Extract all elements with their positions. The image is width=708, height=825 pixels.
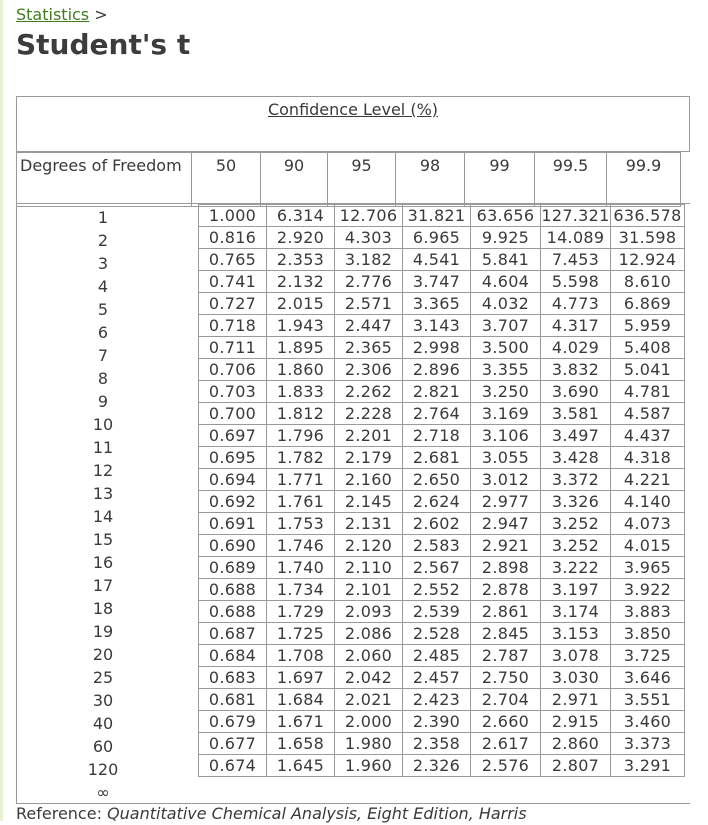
dof-value: 10 [92,415,114,434]
table-cell: 14.089 [541,227,611,249]
table-cell: 1.684 [267,689,335,711]
table-cell: 4.604 [471,271,541,293]
table-cell: 6.314 [267,205,335,227]
reference [16,803,527,825]
table-cell: 2.898 [471,557,541,579]
table-cell: 2.624 [403,491,471,513]
table-cell: 3.197 [541,579,611,601]
table-cell: 2.132 [267,271,335,293]
table-cell: 5.598 [541,271,611,293]
table-cell: 3.551 [611,689,685,711]
table-cell: 0.697 [199,425,267,447]
table-row [199,645,685,667]
table-cell: 4.221 [611,469,685,491]
table-row [199,667,685,689]
table-cell: 5.408 [611,337,685,359]
dof-value: 13 [92,484,114,503]
table-cell: 2.326 [403,755,471,777]
left-accent-bar [0,0,3,821]
table-cell: 2.262 [335,381,403,403]
dof-value: 5 [97,300,109,319]
table-cell: 2.539 [403,601,471,623]
table-cell: 1.753 [267,513,335,535]
table-cell: 2.447 [335,315,403,337]
table-row [199,425,685,447]
table-cell: 1.812 [267,403,335,425]
table-cell: 8.610 [611,271,685,293]
table-cell: 2.021 [335,689,403,711]
table-cell: 2.704 [471,689,541,711]
table-cell: 2.617 [471,733,541,755]
table-cell: 3.143 [403,315,471,337]
table-row [199,623,685,645]
dof-value: 8 [97,369,109,388]
table-cell: 5.959 [611,315,685,337]
table-cell: 2.000 [335,711,403,733]
table-cell: 3.725 [611,645,685,667]
table-cell: 6.869 [611,293,685,315]
table-cell: 31.598 [611,227,685,249]
table-cell: 2.228 [335,403,403,425]
table-cell: 7.453 [541,249,611,271]
table-cell: 0.700 [199,403,267,425]
table-cell: 2.131 [335,513,403,535]
table-row [199,491,685,513]
table-cell: 3.690 [541,381,611,403]
confidence-level-title: Confidence Level (%) [267,100,439,119]
table-cell: 636.578 [611,205,685,227]
table-cell: 3.012 [471,469,541,491]
dof-value: 12 [92,461,114,480]
table-cell: 1.943 [267,315,335,337]
table-cell: 3.365 [403,293,471,315]
table-row [199,513,685,535]
table-cell: 1.960 [335,755,403,777]
level-header-3: 98 [396,153,465,207]
table-cell: 4.541 [403,249,471,271]
table-cell: 2.423 [403,689,471,711]
table-cell: 3.428 [541,447,611,469]
table-row [199,689,685,711]
table-row [199,557,685,579]
table-cell: 2.179 [335,447,403,469]
table-cell: 1.740 [267,557,335,579]
table-cell: 1.761 [267,491,335,513]
table-cell: 0.694 [199,469,267,491]
table-row [199,447,685,469]
dof-value: 6 [97,323,109,342]
table-cell: 1.000 [199,205,267,227]
table-cell: 2.528 [403,623,471,645]
table-cell: 2.750 [471,667,541,689]
table-cell: 1.708 [267,645,335,667]
table-cell: 2.110 [335,557,403,579]
table-cell: 2.015 [267,293,335,315]
table-cell: 0.687 [199,623,267,645]
table-cell: 0.684 [199,645,267,667]
table-cell: 31.821 [403,205,471,227]
level-header-4: 99 [465,153,535,207]
table-cell: 3.055 [471,447,541,469]
dof-value: 3 [97,254,109,273]
table-cell: 1.725 [267,623,335,645]
table-cell: 2.821 [403,381,471,403]
table-cell: 1.729 [267,601,335,623]
table-row [199,227,685,249]
table-cell: 2.390 [403,711,471,733]
table-cell: 1.895 [267,337,335,359]
dof-column [16,206,190,804]
table-cell: 3.646 [611,667,685,689]
table-cell: 1.697 [267,667,335,689]
dof-value: 11 [92,438,114,457]
table-cell: 0.765 [199,249,267,271]
table-cell: 0.681 [199,689,267,711]
table-cell: 3.250 [471,381,541,403]
table-cell: 1.860 [267,359,335,381]
table-cell: 2.365 [335,337,403,359]
table-cell: 0.689 [199,557,267,579]
table-cell: 1.671 [267,711,335,733]
table-cell: 2.971 [541,689,611,711]
table-row [199,469,685,491]
table-cell: 2.920 [267,227,335,249]
table-row [199,601,685,623]
dof-value: 20 [92,645,114,664]
table-cell: 2.921 [471,535,541,557]
table-row [199,293,685,315]
table-cell: 3.747 [403,271,471,293]
table-cell: 4.437 [611,425,685,447]
table-cell: 4.318 [611,447,685,469]
reference-citation: Quantitative Chemical Analysis, Eight Edition, Harris [107,804,527,823]
reference-label: Reference: [16,804,102,823]
table-cell: 3.291 [611,755,685,777]
dof-value: 17 [92,576,114,595]
table-cell: 2.660 [471,711,541,733]
table-cell: 2.358 [403,733,471,755]
table-row [199,359,685,381]
table-cell: 3.922 [611,579,685,601]
dof-value: 19 [92,622,114,641]
table-row [199,711,685,733]
level-header-1: 90 [261,153,328,207]
table-cell: 0.674 [199,755,267,777]
table-cell: 0.711 [199,337,267,359]
table-cell: 4.032 [471,293,541,315]
table-cell: 0.688 [199,601,267,623]
table-cell: 4.140 [611,491,685,513]
dof-value: 9 [97,392,109,411]
table-cell: 1.645 [267,755,335,777]
table-cell: 6.965 [403,227,471,249]
table-cell: 63.656 [471,205,541,227]
table-cell: 12.924 [611,249,685,271]
table-row [199,403,685,425]
table-cell: 2.201 [335,425,403,447]
table-cell: 2.915 [541,711,611,733]
table-cell: 4.317 [541,315,611,337]
table-cell: 127.321 [541,206,610,225]
table-cell: 0.706 [199,359,267,381]
table-cell: 2.860 [541,733,611,755]
table-cell: 0.718 [199,315,267,337]
table-cell: 3.832 [541,359,611,381]
table-cell: 3.581 [541,403,611,425]
dof-value: 2 [97,231,109,250]
confidence-level-header [16,96,690,152]
table-cell: 4.773 [541,293,611,315]
table-cell: 0.816 [199,227,267,249]
dof-value: 14 [92,507,114,526]
level-header-0: 50 [192,153,261,207]
dof-value: 25 [92,668,114,687]
table-cell: 2.145 [335,491,403,513]
table-cell: 0.683 [199,667,267,689]
column-header-row [16,152,681,207]
table-cell: 0.679 [199,711,267,733]
level-header-5: 99.5 [535,153,607,207]
table-cell: 2.583 [403,535,471,557]
dof-value: 1 [97,208,109,227]
table-cell: 3.153 [541,623,611,645]
table-cell: 2.650 [403,469,471,491]
table-cell: 0.691 [199,513,267,535]
table-cell: 2.093 [335,601,403,623]
table-cell: 1.771 [267,469,335,491]
table-cell: 1.980 [335,733,403,755]
table-cell: 2.845 [471,623,541,645]
table-cell: 2.086 [335,623,403,645]
table-row [199,579,685,601]
table-cell: 0.695 [199,447,267,469]
table-cell: 2.353 [267,249,335,271]
table-row [199,755,685,777]
table-cell: 4.781 [611,381,685,403]
dof-value: 40 [92,714,114,733]
table-row [199,381,685,403]
table-row [199,535,685,557]
dof-value: 120 [87,760,119,779]
table-cell: 3.497 [541,425,611,447]
table-cell: 3.169 [471,403,541,425]
dof-value: ∞ [96,783,110,802]
table-cell: 3.460 [611,711,685,733]
table-cell: 2.552 [403,579,471,601]
table-cell: 3.174 [541,601,611,623]
table-cell: 0.690 [199,535,267,557]
table-cell: 3.326 [541,491,611,513]
table-cell: 3.373 [611,733,685,755]
table-cell: 1.833 [267,381,335,403]
dof-value: 15 [92,530,114,549]
table-cell: 2.787 [471,645,541,667]
table-cell: 12.706 [335,205,403,227]
table-cell: 2.485 [403,645,471,667]
table-cell: 2.042 [335,667,403,689]
table-cell: 2.306 [335,359,403,381]
table-row [199,315,685,337]
table-cell: 2.807 [541,755,611,777]
table-cell: 2.947 [471,513,541,535]
table-cell: 2.602 [403,513,471,535]
table-cell: 2.878 [471,579,541,601]
table-cell: 2.718 [403,425,471,447]
table-cell: 3.355 [471,359,541,381]
dof-value: 4 [97,277,109,296]
table-cell: 4.303 [335,227,403,249]
table-cell: 3.182 [335,249,403,271]
table-cell: 3.078 [541,645,611,667]
table-cell: 2.120 [335,535,403,557]
table-cell: 2.998 [403,337,471,359]
table-cell: 4.029 [541,337,611,359]
table-cell: 5.841 [471,249,541,271]
table-cell: 1.796 [267,425,335,447]
level-header-6: 99.9 [607,153,681,207]
table-cell: 3.883 [611,601,685,623]
table-cell: 1.734 [267,579,335,601]
table-cell: 4.073 [611,513,685,535]
table-cell: 2.861 [471,601,541,623]
table-cell: 5.041 [611,359,685,381]
table-cell: 3.707 [471,315,541,337]
table-cell: 9.925 [471,227,541,249]
table-cell: 3.222 [541,557,611,579]
table-row [199,271,685,293]
table-cell: 0.692 [199,491,267,513]
table-cell: 1.658 [267,733,335,755]
breadcrumb-link-statistics[interactable]: Statistics [16,5,90,24]
table-cell: 2.101 [335,579,403,601]
table-cell: 3.106 [471,425,541,447]
table-cell: 0.741 [199,271,267,293]
table-cell: 4.015 [611,535,685,557]
table-cell: 1.782 [267,447,335,469]
table-row [199,337,685,359]
table-cell: 2.681 [403,447,471,469]
table-row [199,205,685,227]
t-values-table [198,204,685,777]
table-cell: 3.252 [541,513,611,535]
table-cell: 0.703 [199,381,267,403]
table-cell: 2.457 [403,667,471,689]
table-cell: 2.764 [403,403,471,425]
table-cell: 3.500 [471,337,541,359]
dof-value: 7 [97,346,109,365]
table-cell: 2.571 [335,293,403,315]
table-cell: 3.252 [541,535,611,557]
dof-value: 18 [92,599,114,618]
table-cell: 3.030 [541,667,611,689]
table-row [199,249,685,271]
dof-value: 16 [92,553,114,572]
table-cell: 2.060 [335,645,403,667]
table-cell: 2.896 [403,359,471,381]
table-cell: 3.850 [611,623,685,645]
table-cell: 0.688 [199,579,267,601]
dof-header: Degrees of Freedom [17,153,192,207]
table-cell: 2.576 [471,755,541,777]
table-cell: 2.776 [335,271,403,293]
table-cell: 3.965 [611,557,685,579]
breadcrumb [16,5,108,25]
table-cell: 3.372 [541,469,611,491]
table-cell: 4.587 [611,403,685,425]
level-header-2: 95 [328,153,396,207]
table-cell: 0.677 [199,733,267,755]
dof-value: 60 [92,737,114,756]
table-cell: 1.746 [267,535,335,557]
table-row [199,733,685,755]
breadcrumb-separator: > [94,5,108,24]
page-title: Student's t [16,28,191,61]
dof-value: 30 [92,691,114,710]
table-cell: 2.160 [335,469,403,491]
table-cell: 2.567 [403,557,471,579]
table-cell: 0.727 [199,293,267,315]
table-cell: 2.977 [471,491,541,513]
